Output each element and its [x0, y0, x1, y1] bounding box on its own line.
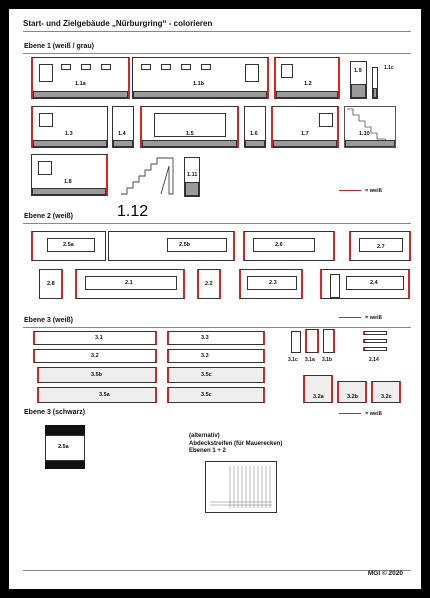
piece-label: 1.10: [359, 131, 370, 137]
black-band: [45, 461, 85, 469]
piece-2-14-strip: [363, 339, 387, 343]
legend-text: = weiß: [365, 411, 382, 417]
piece-2-14-strip: [363, 331, 387, 335]
grey-base: [276, 91, 338, 98]
piece-label: 3.2c: [381, 394, 392, 400]
door: [330, 274, 340, 298]
section-ebene-1: Ebene 1 (weiß / grau): [24, 43, 95, 50]
window: [201, 64, 211, 70]
legend-text: = weiß: [365, 315, 382, 321]
red-line-icon: [339, 413, 361, 414]
piece-label: 2.6: [275, 242, 283, 248]
piece-3-2b: [337, 381, 367, 403]
piece-label: 3.2: [91, 353, 99, 359]
grey-base: [245, 140, 265, 147]
grey-base: [142, 140, 237, 147]
piece-label: 2.5b: [179, 242, 191, 248]
legend-red-white: [339, 411, 382, 417]
piece-2-5a: [31, 231, 106, 261]
piece-label: 1.7: [301, 131, 309, 137]
red-line-icon: [339, 190, 361, 191]
grey-base: [345, 140, 395, 147]
page-title: Start- und Zielgebäude „Nürburgring“ - colorieren: [23, 19, 213, 28]
section-ebene-2: Ebene 2 (weiß): [24, 213, 74, 220]
window: [39, 113, 53, 127]
piece-2-3: [239, 269, 303, 299]
piece-1-12-stairs: [117, 154, 177, 220]
window: [253, 238, 315, 252]
black-band: [45, 425, 85, 435]
piece-label: 3.1: [95, 335, 103, 341]
piece-label: 2.2: [205, 281, 213, 287]
section-divider: [23, 223, 411, 224]
piece-2-5a-black: [45, 425, 85, 469]
piece-2-8: [39, 269, 63, 299]
stairs-drawing: [117, 154, 177, 198]
piece-3-5b: [37, 367, 157, 383]
piece-label: 1.6: [250, 131, 258, 137]
piece-label: 1.5: [186, 131, 194, 137]
window: [61, 64, 71, 70]
piece-label: 1.4: [118, 131, 126, 137]
note-line-2: Abdeckstreifen (für Mauerecken): [189, 440, 283, 447]
piece-label: 2.8: [47, 281, 55, 287]
piece-3-5a: [37, 387, 157, 403]
piece-3-1c: [291, 331, 301, 353]
piece-label: 2.7: [377, 244, 385, 250]
piece-label: 3.5b: [91, 372, 103, 378]
window: [181, 64, 191, 70]
piece-label: 2.5a: [58, 444, 69, 450]
window: [281, 64, 293, 78]
piece-3-3-bottom: [167, 349, 265, 363]
piece-3-1a-label: 3.1a: [305, 357, 315, 363]
window: [101, 64, 111, 70]
piece-1-2: [274, 57, 340, 99]
piece-3-2c: [371, 381, 401, 403]
note-line-1: (alternativ): [189, 433, 220, 439]
window: [161, 64, 171, 70]
piece-3-2: [33, 349, 157, 363]
piece-1-1c: [372, 67, 378, 99]
piece-2-5b: [108, 231, 235, 261]
sheet: [9, 9, 421, 589]
piece-2-1: [75, 269, 185, 299]
piece-2-14-label: 2.14: [369, 357, 379, 363]
piece-1-4: [112, 106, 134, 148]
legend-red-white: [339, 188, 382, 194]
piece-1-1b: [132, 57, 269, 99]
section-divider: [23, 53, 411, 54]
window: [38, 161, 52, 175]
title-divider: [23, 31, 411, 32]
piece-3-1a: [305, 329, 319, 353]
piece-1-3: [31, 106, 108, 148]
piece-1-5: [140, 106, 239, 148]
piece-label: 1.1b: [193, 81, 205, 87]
window: [167, 238, 227, 252]
red-line-icon: [339, 317, 361, 318]
piece-1-1c-label: 1.1c: [384, 65, 394, 71]
grey-base: [33, 91, 128, 98]
alternative-note: [189, 433, 282, 456]
grey-base: [273, 140, 337, 147]
grey-base: [133, 91, 267, 98]
piece-label: 1.12: [117, 203, 149, 220]
piece-2-4: [320, 269, 410, 299]
grey-base: [185, 182, 199, 196]
piece-3-1: [33, 331, 157, 345]
piece-3-2a: [303, 375, 333, 403]
grey-base: [113, 140, 133, 147]
section-ebene-3-schwarz: Ebene 3 (schwarz): [24, 409, 86, 416]
piece-label: 1.2: [304, 81, 312, 87]
window: [319, 113, 333, 127]
piece-label: 3.3: [201, 335, 209, 341]
grey-base: [351, 84, 366, 98]
grey-base: [33, 140, 107, 147]
piece-label: 2.1: [125, 280, 133, 286]
piece-2-14-strip: [363, 347, 387, 351]
cover-strips-drawing: [206, 462, 276, 512]
piece-label: 1.11: [187, 172, 198, 178]
note-line-3: Ebenen 1 + 2: [189, 448, 226, 454]
piece-label: 2.5a: [63, 242, 74, 248]
piece-label: 3.3: [201, 353, 209, 359]
window: [81, 64, 91, 70]
piece-2-2: [197, 269, 221, 299]
piece-3-5c-bottom: [167, 387, 265, 403]
window: [245, 64, 259, 82]
window: [141, 64, 151, 70]
section-ebene-3-weiss: Ebene 3 (weiß): [24, 317, 74, 324]
piece-2-7: [349, 231, 411, 261]
piece-3-1b: [323, 329, 335, 353]
piece-3-1b-label: 3.1b: [322, 357, 333, 363]
piece-1-6: [244, 106, 266, 148]
piece-3-1c-label: 3.1c: [288, 357, 298, 363]
grey-base: [373, 88, 377, 98]
piece-1-11: [184, 157, 200, 197]
piece-label: 3.2b: [347, 394, 359, 400]
piece-1-10-stairs: [344, 106, 396, 148]
copyright: MGI © 2020: [367, 570, 403, 577]
cover-strips-sheet: [205, 461, 277, 513]
piece-label: 3.5c: [201, 372, 212, 378]
footer-divider: [23, 570, 411, 571]
piece-1-8: [31, 154, 108, 196]
piece-3-5c-top: [167, 367, 265, 383]
piece-1-9: [350, 61, 367, 99]
piece-label: 3.5a: [99, 392, 110, 398]
piece-1-1a: [31, 57, 130, 99]
piece-label: 1.8: [64, 179, 72, 185]
grey-base: [32, 188, 106, 195]
window: [39, 64, 53, 82]
piece-label: 1.9: [354, 68, 362, 74]
piece-label: 2.4: [370, 280, 378, 286]
piece-label: 1.3: [65, 131, 73, 137]
piece-label: 1.1a: [75, 81, 86, 87]
piece-3-3-top: [167, 331, 265, 345]
piece-label: 3.5c: [201, 392, 212, 398]
piece-label: 3.2a: [313, 394, 324, 400]
piece-label: 2.3: [269, 280, 277, 286]
legend-text: = weiß: [365, 188, 382, 194]
piece-1-7: [271, 106, 339, 148]
piece-2-6: [243, 231, 335, 261]
section-divider: [23, 327, 411, 328]
legend-red-white: [339, 315, 382, 321]
